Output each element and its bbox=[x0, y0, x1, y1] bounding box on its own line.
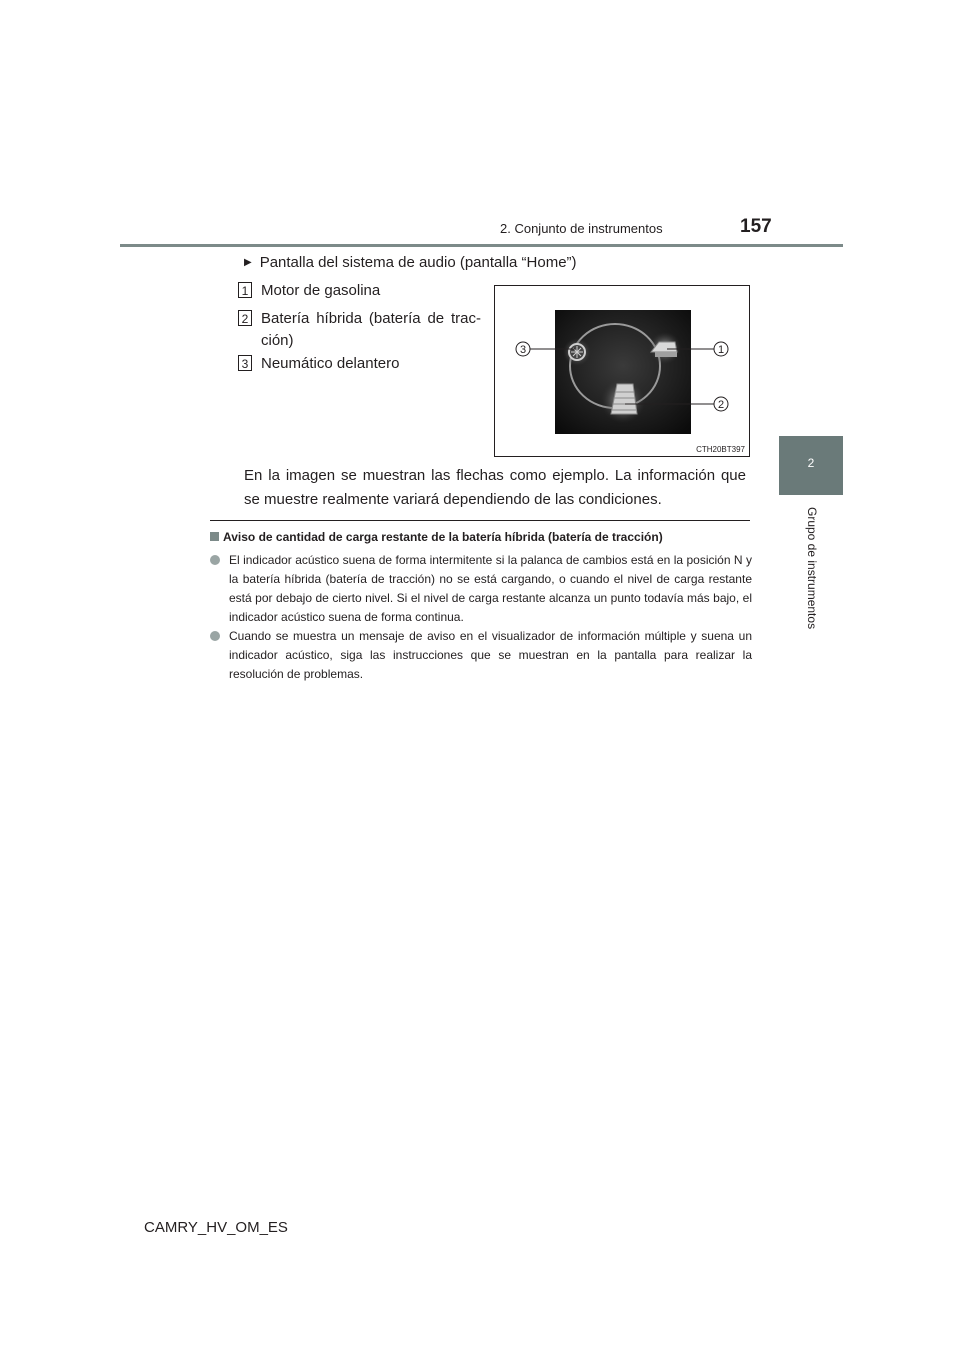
chapter-tab bbox=[779, 436, 843, 495]
energy-monitor-figure bbox=[494, 285, 750, 457]
figure-code: CTH20BT397 bbox=[696, 445, 745, 454]
header-section-title: 2. Conjunto de instrumentos bbox=[500, 221, 663, 236]
legend-number: 3 bbox=[238, 355, 252, 371]
page-number: 157 bbox=[740, 216, 772, 237]
legend-label: Motor de gasolina bbox=[261, 282, 381, 299]
warning-section-title: Aviso de cantidad de carga restante de la batería híbrida (batería de tracción) bbox=[223, 530, 663, 544]
document-id: CAMRY_HV_OM_ES bbox=[144, 1219, 288, 1236]
circle-bullet-icon bbox=[210, 631, 220, 641]
header-rule bbox=[120, 244, 843, 247]
engine-icon bbox=[649, 332, 681, 364]
energy-monitor-illustration bbox=[495, 286, 749, 456]
display-heading bbox=[244, 254, 577, 271]
figure-note: En la imagen se muestran las flechas como ejemplo. La información que se muestre realmente variará dependiendo de las condiciones. bbox=[244, 467, 746, 508]
legend-number: 2 bbox=[238, 310, 252, 326]
callout-label-1: 1 bbox=[717, 344, 725, 356]
chapter-number: 2 bbox=[807, 456, 815, 470]
chapter-label: Grupo de instrumentos bbox=[805, 507, 819, 630]
hybrid-battery-icon bbox=[601, 379, 645, 423]
square-bullet-icon bbox=[210, 532, 219, 541]
warning-bullet-text: El indicador acústico suena de forma intermitente si la palanca de cambios está en la posición N y la batería híbrida (batería de tracción) no se está cargando, o cuando el nivel de carga restante está por debajo de cierto nivel. Si el nivel de carga restante alcanza un punto todavía más bajo, el indicador acústico suena de forma continua. bbox=[229, 553, 752, 624]
callout-label-2: 2 bbox=[717, 399, 725, 411]
triangle-bullet-icon: ▶ bbox=[244, 257, 252, 268]
section-divider bbox=[210, 520, 750, 521]
display-heading-text: Pantalla del sistema de audio (pantalla “Home”) bbox=[259, 254, 577, 271]
warning-section-heading bbox=[210, 530, 663, 544]
front-tire-icon bbox=[563, 338, 591, 366]
legend-label: Batería híbrida (batería de trac-ción) bbox=[261, 310, 481, 349]
warning-bullet-text: Cuando se muestra un mensaje de aviso en el visualizador de información múltiple y suena un indicador acústico, siga las instrucciones que se muestran en la pantalla para realizar la resolución de problemas. bbox=[229, 629, 752, 681]
legend-label: Neumático delantero bbox=[261, 355, 400, 372]
legend-number: 1 bbox=[238, 282, 252, 298]
callout-label-3: 3 bbox=[519, 344, 527, 356]
circle-bullet-icon bbox=[210, 555, 220, 565]
